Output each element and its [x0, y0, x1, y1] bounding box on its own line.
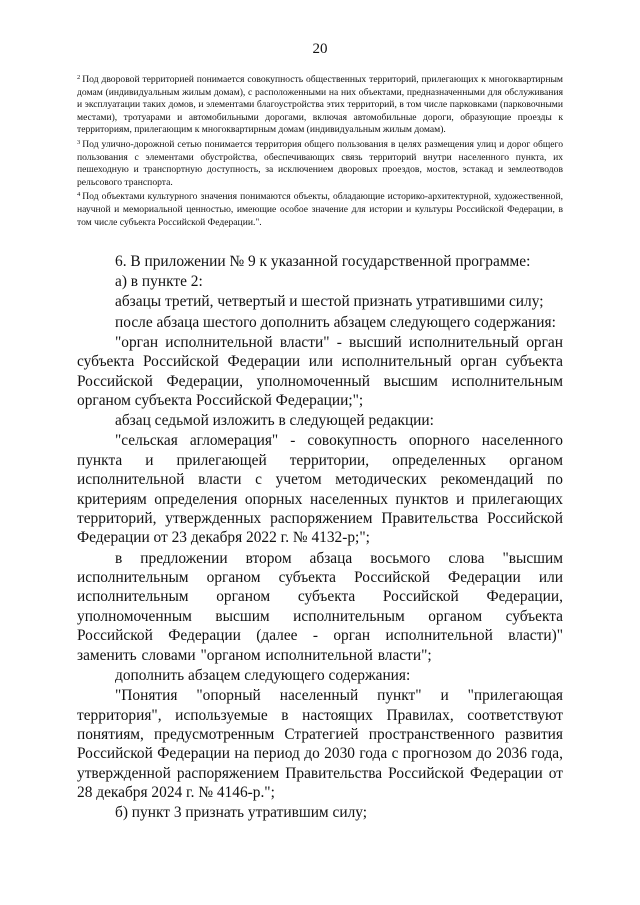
paragraph: абзац седьмой изложить в следующей редакции: — [115, 412, 434, 430]
footnote-3 — [77, 137, 563, 189]
footnote-2 — [77, 72, 563, 137]
footnote-mark: 2 — [77, 74, 81, 81]
paragraph: дополнить абзацем следующего содержания: — [115, 666, 411, 684]
paragraph: б) пункт 3 признать утратившим силу; — [115, 804, 368, 822]
page-bottom-margin — [0, 840, 640, 905]
paragraph: "Понятия "опорный населенный пункт" и "прилегающая территория", используемые в настоящих Правилах, соответствуют понятиям, предусмотренным Стратегией пространственного развития Российской Федерации на период до 2030 года с прогнозом до 2036 года, утвержденной распоряжением Правительства Российской Федерации от 28 декабря 2024 г. № 4146-р."; — [77, 687, 563, 802]
footnotes — [77, 72, 563, 229]
paragraph: после абзаца шестого дополнить абзацем следующего содержания: — [115, 313, 556, 331]
footnote-text: Под дворовой территорией понимается совокупность общественных территорий, прилегающих к многоквартирным домам (индивидуальным жилым домам), с расположенными на них объектами, предназначенными для обслуживания и эксплуатации таких домов, и элементами благоустройства этих территорий, в том числе парковками (парковочными местами), тротуарами и автомобильными дорогами, включая автомобильные дороги, образующие проезды к территориям, прилегающим к многоквартирным домам (индивидуальным жилым домам). — [77, 74, 563, 136]
paragraph: "орган исполнительной власти" - высший исполнительный орган субъекта Российской Федерации или исполнительный орган субъекта Российской Федерации, уполномоченный высшим исполнительным органом субъекта Российской Федерации;"; — [77, 333, 563, 410]
footnote-mark: 4 — [77, 191, 81, 199]
paragraph: в предложении втором абзаца восьмого слова "высшим исполнительным органом субъекта Российской Федерации или исполнительным органом субъекта Российской Федерации, уполномоченным высшим исполнительным органом субъекта Российской Федерации (далее - орган исполнительной власти)" заменить словами "органом исполнительной власти"; — [77, 549, 563, 664]
paragraph: абзацы третий, четвертый и шестой признать утратившими силу; — [115, 293, 544, 311]
footnote-4 — [77, 189, 563, 229]
footnote-text: Под улично-дорожной сетью понимается территория общего пользования в целях размещения улиц и дорог общего пользования с элементами обустройства, обеспечивающих связь территорий внутри населенного пункта, их пешеходную и транспортную доступность, за исключением дворовых проездов, мостов, эстакад и землеотводов рельсового транспорта. — [77, 138, 563, 188]
page-number: 20 — [312, 41, 328, 57]
paragraph: 6. В приложении № 9 к указанной государственной программе: — [115, 253, 531, 270]
paragraph: "сельская агломерация" - совокупность опорного населенного пункта и прилегающей территории, определенных органом исполнительной власти с учетом методических рекомендаций по критериям определения опорных населенных пунктов и прилегающих территорий, утвержденных распоряжением Правительства Российской Федерации от 23 декабря 2022 г. № 4132-р;"; — [77, 432, 563, 547]
paragraph: а) в пункте 2: — [115, 273, 203, 291]
footnote-text: Под объектами культурного значения понимаются объекты, обладающие историко-архитектурной, художественной, научной и мемориальной ценностью, имеющие особое значение для истории и культуры Российской Федерации, в том числе субъекта Российской Федерации.". — [77, 191, 563, 228]
footnote-mark: 3 — [77, 138, 81, 146]
body-text — [77, 252, 563, 824]
